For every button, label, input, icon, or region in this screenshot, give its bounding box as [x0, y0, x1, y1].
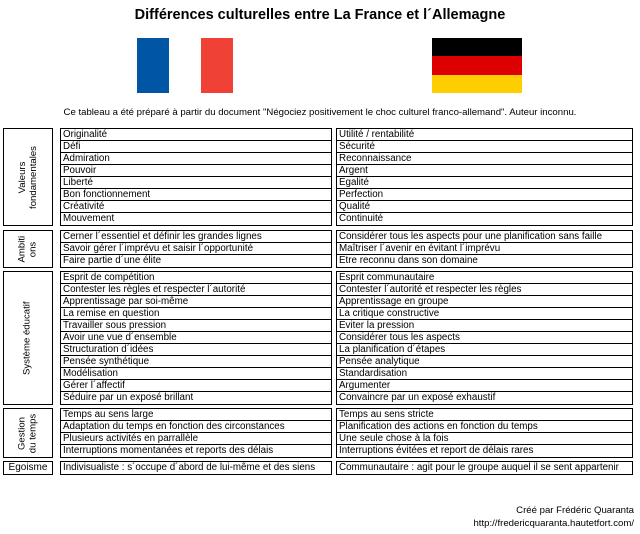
germany-table-cell: Considérer tous les aspects [337, 332, 632, 344]
germany-table-cell: Perfection [337, 189, 632, 201]
germany-column-ambitions [336, 230, 633, 268]
france-table-cell: La remise en question [61, 308, 331, 320]
france-table-cell: Modélisation [61, 368, 331, 380]
france-table-cell: Plusieurs activités en parrallèle [61, 433, 331, 445]
germany-table-cell: La critique constructive [337, 308, 632, 320]
france-table-cell: Travailler sous pression [61, 320, 331, 332]
section-label-text: Egoisme [8, 461, 48, 473]
france-table-cell: Apprentissage par soi-même [61, 296, 331, 308]
germany-table-cell: Convaincre par un exposé exhaustif [339, 392, 496, 403]
germany-table-cell: Continuité [339, 213, 384, 224]
germany-column-gestion-du-temps [336, 408, 633, 458]
germany-flag-black-stripe [432, 38, 522, 56]
france-table-cell: Adaptation du temps en fonction des circonstances [61, 421, 331, 433]
germany-table-cell: Qualité [337, 201, 632, 213]
france-table-cell: Contester les règles et respecter l´autorité [61, 284, 331, 296]
germany-flag-gold-stripe [432, 75, 522, 93]
france-column-systeme-educatif [60, 271, 332, 405]
section-label-gestion-du-temps [3, 408, 53, 458]
germany-table-cell: Planification des actions en fonction du temps [337, 421, 632, 433]
germany-flag-red-stripe [432, 56, 522, 74]
credit-url: http://fredericquaranta.hautetfort.com/ [473, 518, 634, 529]
france-table-cell: Pensée synthétique [61, 356, 331, 368]
france-table-cell: Faire partie d´une élite [63, 255, 162, 266]
france-table-cell: Bon fonctionnement [61, 189, 331, 201]
germany-table-cell: Maîtriser l´avenir en évitant l´imprévu [337, 243, 632, 255]
france-table-cell: Originalité [61, 129, 331, 141]
germany-table-cell: Argent [337, 165, 632, 177]
france-column-gestion-du-temps [60, 408, 332, 458]
france-table-cell: Pouvoir [61, 165, 331, 177]
france-flag-blue-stripe [137, 38, 169, 93]
germany-table-cell: La planification d´étapes [337, 344, 632, 356]
section-label-valeurs [3, 128, 53, 226]
germany-column-systeme-educatif [336, 271, 633, 405]
germany-table-cell: Eviter la pression [337, 320, 632, 332]
section-label-text: Gestion du temps [16, 413, 38, 453]
france-table-cell: Défi [61, 141, 331, 153]
source-note: Ce tableau a été préparé à partir du document "Négociez positivement le choc culturel franco-allemand". Auteur inconnu. [63, 107, 577, 118]
germany-table-cell: Sécurité [337, 141, 632, 153]
germany-table-cell: Apprentissage en groupe [337, 296, 632, 308]
germany-table-cell: Argumenter [337, 380, 632, 392]
germany-flag [432, 38, 522, 93]
credit-block [473, 504, 634, 530]
section-label-text: Système éducatif [21, 301, 33, 375]
france-table-cell: Savoir gérer l´imprévu et saisir l´opportunité [61, 243, 331, 255]
germany-table-cell: Reconnaissance [337, 153, 632, 165]
germany-table-cell: Egalité [337, 177, 632, 189]
germany-table-cell: Une seule chose à la fois [337, 433, 632, 445]
section-label-text: Ambiti ons [16, 235, 38, 262]
germany-table-cell: Interruptions évitées et report de délais rares [339, 445, 534, 456]
germany-table-cell: Contester l´autorité et respecter les règles [337, 284, 632, 296]
france-table-cell: Liberté [61, 177, 331, 189]
france-table-cell: Gérer l´affectif [61, 380, 331, 392]
france-table-cell: Avoir une vue d´ensemble [61, 332, 331, 344]
france-table-cell: Esprit de compétition [61, 272, 331, 284]
france-table-cell: Temps au sens large [61, 409, 331, 421]
germany-table-cell: Pensée analytique [337, 356, 632, 368]
france-flag [137, 38, 233, 93]
france-flag-white-stripe [169, 38, 201, 93]
france-table-cell: Interruptions momentanées et reports des délais [63, 445, 274, 456]
france-table-cell: Structuration d´idées [61, 344, 331, 356]
section-label-ambitions [3, 230, 53, 268]
germany-column-egoisme [336, 461, 633, 475]
germany-table-cell: Communautaire : agit pour le groupe auquel il se sent appartenir [339, 462, 619, 473]
section-label-systeme-educatif [3, 271, 53, 405]
france-column-valeurs [60, 128, 332, 226]
germany-column-valeurs [336, 128, 633, 226]
france-table-cell: Indivisualiste : s´occupe d´abord de lui-même et des siens [63, 462, 316, 473]
germany-table-cell: Standardisation [337, 368, 632, 380]
france-table-cell: Mouvement [63, 213, 115, 224]
germany-table-cell: Considérer tous les aspects pour une planification sans faille [337, 231, 632, 243]
germany-table-cell: Utilité / rentabilité [337, 129, 632, 141]
france-table-cell: Créativité [61, 201, 331, 213]
france-column-egoisme [60, 461, 332, 475]
france-table-cell: Admiration [61, 153, 331, 165]
france-flag-red-stripe [201, 38, 233, 93]
france-table-cell: Cerner l´essentiel et définir les grandes lignes [61, 231, 331, 243]
france-column-ambitions [60, 230, 332, 268]
credit-author: Créé par Frédéric Quaranta [516, 505, 634, 516]
section-label-text: Valeurs fondamentales [16, 145, 38, 209]
page-title: Différences culturelles entre La France et l´Allemagne [134, 7, 506, 23]
germany-table-cell: Etre reconnu dans son domaine [339, 255, 478, 266]
germany-table-cell: Esprit communautaire [337, 272, 632, 284]
section-label-egoisme [3, 461, 53, 475]
france-table-cell: Séduire par un exposé brillant [63, 392, 194, 403]
germany-table-cell: Temps au sens stricte [337, 409, 632, 421]
